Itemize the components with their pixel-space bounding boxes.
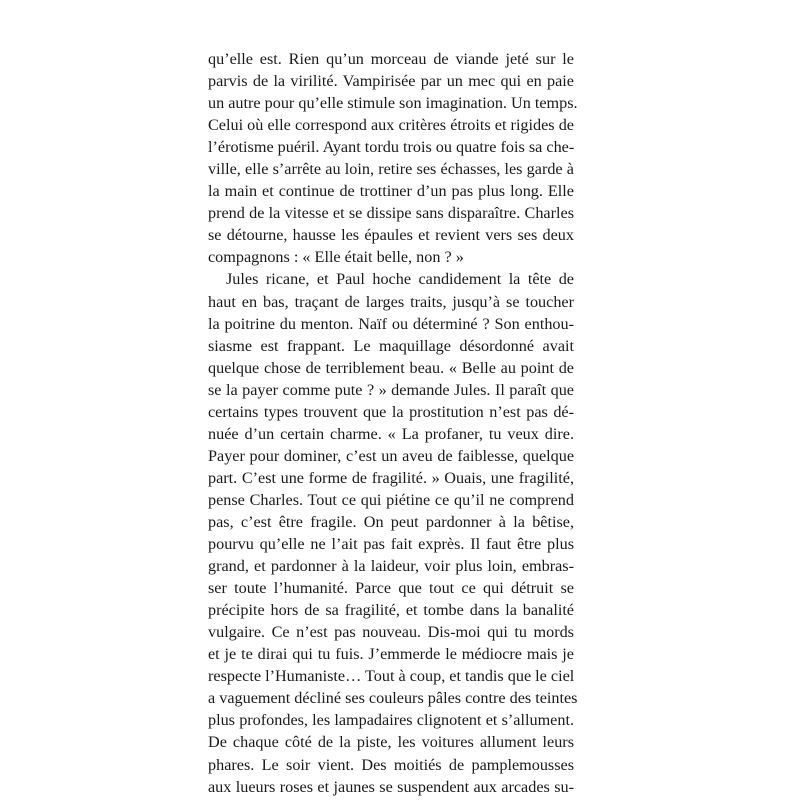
text-line: siasme est frappant. Le maquillage désordonné avait: [208, 336, 574, 355]
text-line: l’érotisme puéril. Ayant tordu trois ou quatre fois sa che-: [208, 138, 575, 157]
text-line: se détourne, hausse les épaules et revient vers ses deux: [208, 226, 574, 245]
paragraph-1: [208, 48, 578, 268]
text-line: prend de la vitesse et se dissipe sans disparaître. Charles: [208, 204, 574, 223]
book-page: [208, 48, 578, 798]
text-line: la poitrine du menton. Naïf ou déterminé ? Son enthou-: [208, 314, 574, 333]
text-line: De chaque côté de la piste, les voitures allument leurs: [208, 733, 574, 752]
text-line: vulgaire. Ce n’est pas nouveau. Dis-moi qui tu mords: [208, 623, 574, 642]
text-line: ville, elle s’arrête au loin, retire ses échasses, les garde à: [208, 160, 574, 179]
text-line: qu’elle est. Rien qu’un morceau de viande jeté sur le: [208, 50, 574, 68]
text-line: ser toute l’humanité. Parce que tout ce qui détruit se: [208, 579, 574, 598]
text-line: plus profondes, les lampadaires clignotent et s’allument.: [208, 711, 574, 730]
text-line: Celui où elle correspond aux critères étroits et rigides de: [208, 116, 574, 135]
paragraph-2: [208, 268, 578, 797]
text-line: pas, c’est être fragile. On peut pardonner à la bêtise,: [208, 512, 574, 531]
text-line: la main et continue de trottiner d’un pas plus long. Elle: [208, 182, 574, 201]
text-line: certains types trouvent que la prostitution n’est pas dé-: [208, 402, 574, 421]
text-line: part. C’est une forme de fragilité. » Ouais, une fragilité,: [208, 468, 574, 487]
text-line: un autre pour qu’elle stimule son imagination. Un temps.: [208, 94, 578, 113]
text-line: aux lueurs roses et jaunes se suspendent aux arcades su-: [208, 777, 574, 796]
text-line: se la payer comme pute ? » demande Jules. Il paraît que: [208, 380, 574, 399]
text-line: Jules ricane, et Paul hoche candidement la tête de: [226, 270, 574, 289]
text-line: parvis de la virilité. Vampirisée par un mec qui en paie: [208, 72, 574, 91]
text-line: a vaguement décliné ses couleurs pâles contre des teintes: [208, 689, 578, 708]
text-line: grand, et pardonner à la laideur, voir plus loin, embras-: [208, 557, 574, 576]
text-line: phares. Le soir vient. Des moitiés de pamplemousses: [208, 755, 574, 774]
text-line: compagnons : « Elle était belle, non ? »: [208, 248, 464, 267]
text-line: quelque chose de terriblement beau. « Belle au point de: [208, 358, 574, 377]
text-line: et je te dirai qui tu fuis. J’emmerde le médiocre mais je: [208, 645, 574, 664]
text-line: Payer pour dominer, c’est un aveu de faiblesse, quelque: [208, 446, 574, 465]
text-line: précipite hors de sa fragilité, et tombe dans la banalité: [208, 601, 574, 620]
text-line: respecte l’Humaniste… Tout à coup, et tandis que le ciel: [208, 667, 575, 686]
text-line: pourvu qu’elle ne l’ait pas fait exprès. Il faut être plus: [208, 535, 574, 554]
text-line: nuée d’un certain charme. « La profaner, tu veux dire.: [208, 424, 574, 443]
text-line: haut en bas, traçant de larges traits, jusqu’à se toucher: [208, 292, 574, 311]
text-line: pense Charles. Tout ce qui piétine ce qu’il ne comprend: [208, 490, 574, 509]
